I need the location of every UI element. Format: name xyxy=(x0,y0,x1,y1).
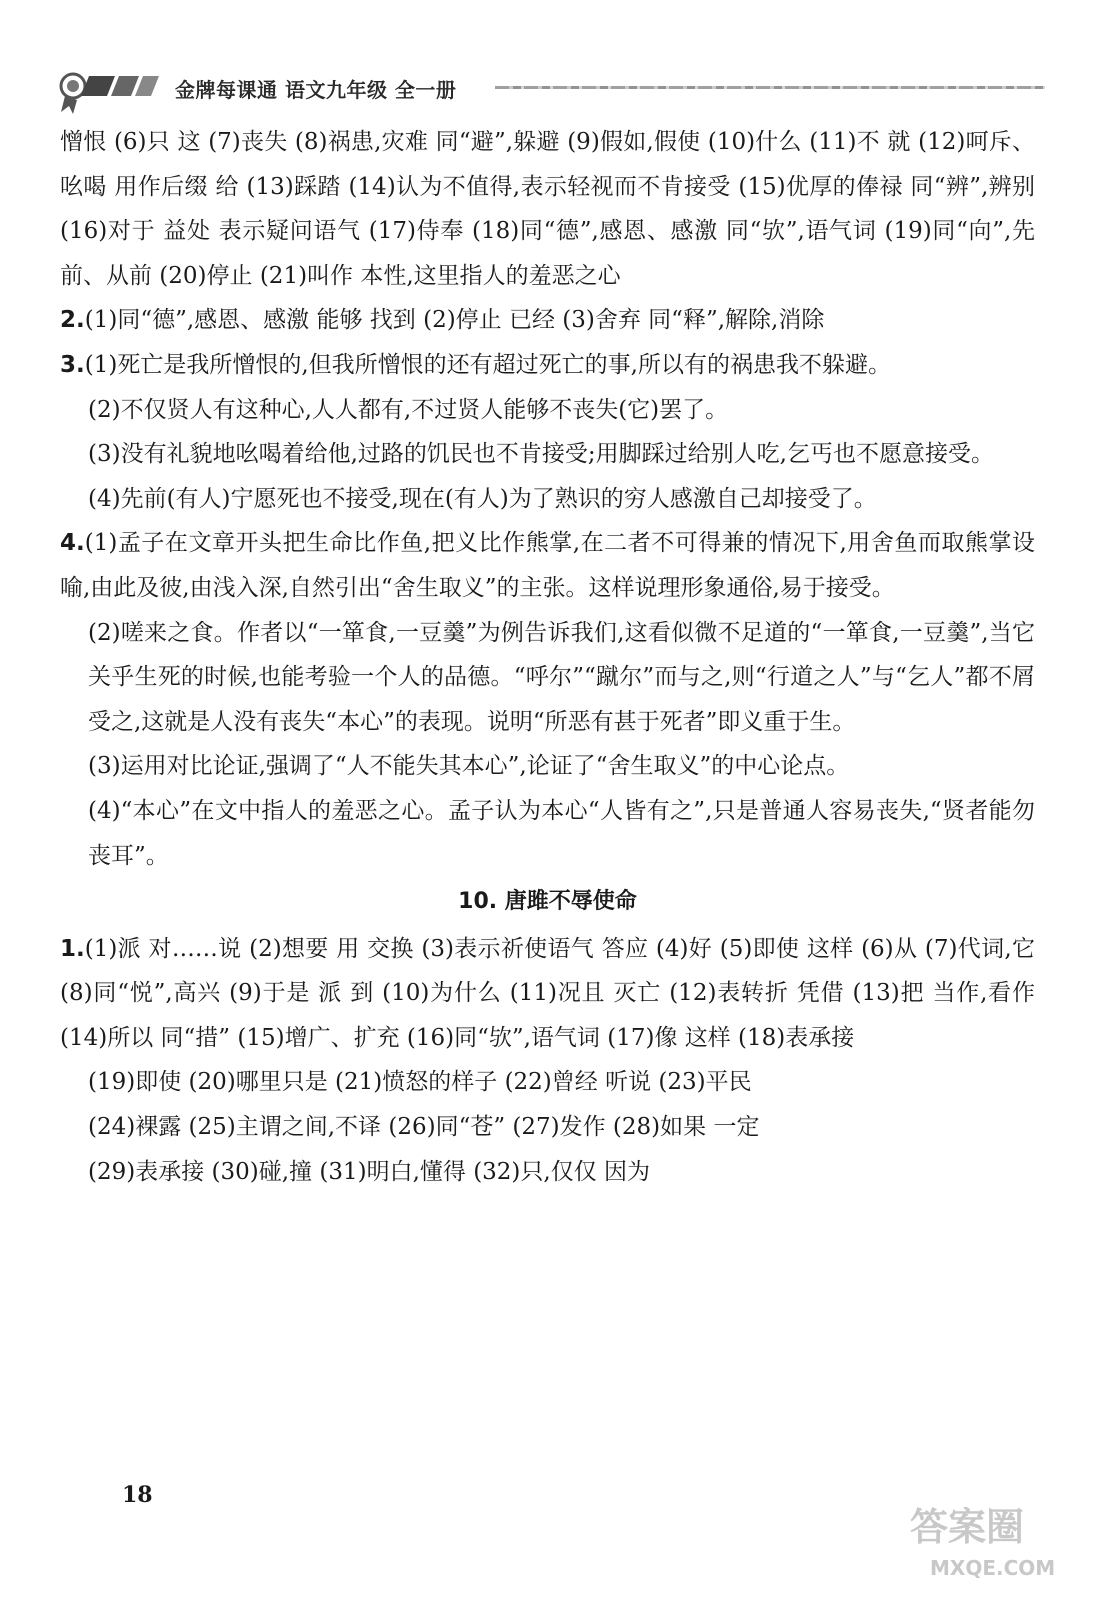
page-header xyxy=(55,66,1045,116)
answer-line: (29)表承接 (30)碰,撞 (31)明白,懂得 (32)只,仅仅 因为 xyxy=(88,1158,651,1185)
answer-line: (3)运用对比论证,强调了“人不能失其本心”,论证了“舍生取义”的中心论点。 xyxy=(88,753,850,780)
header-rule xyxy=(495,86,1045,89)
svg-text:MXQE.COM: MXQE.COM xyxy=(930,1556,1056,1580)
answer-line: 4.(1)孟子在文章开头把生命比作鱼,把义比作熊掌,在二者不可得兼的情况下,用舍鱼而取熊掌设喻,由此及彼,由浅入深,自然引出“舍生取义”的主张。这样说理形象通俗,易于接受。 xyxy=(60,530,1035,601)
answer-content xyxy=(60,120,1035,1194)
answer-line: (2)嗟来之食。作者以“一箪食,一豆羹”为例告诉我们,这看似微不足道的“一箪食,一豆羹”,当它关乎生死的时候,也能考验一个人的品德。“呼尔”“蹴尔”而与之,则“行道之人”与“乞人”都不屑受之,这就是人没有丧失“本心”的表现。说明“所恶有甚于死者”即义重于生。 xyxy=(88,619,1035,735)
answer-line: (3)没有礼貌地吆喝着给他,过路的饥民也不肯接受;用脚踩过给别人吃,乞丐也不愿意接受。 xyxy=(88,441,994,468)
answer-line: 憎恨 (6)只 这 (7)丧失 (8)祸患,灾难 同“避”,躲避 (9)假如,假使 (10)什么 (11)不 就 (12)呵斥、吆喝 用作后缀 给 (13)踩踏 (14)认为不值得,表示轻视而不肯接受 (15)优厚的俸禄 同“辨”,辨别 (16)对于 益处 表示疑问语气 (17)侍奉 (18)同“德”,感恩、感激 同“欤”,语气词 (19)同“向”,先前、从前 (20)停止 (21)叫作 本性,这里指人的羞恶之心 xyxy=(60,129,1035,289)
answer-line: (4)“本心”在文中指人的羞恶之心。孟子认为本心“人皆有之”,只是普通人容易丧失,“贤者能勿丧耳”。 xyxy=(88,797,1035,869)
answer-line: (2)不仅贤人有这种心,人人都有,不过贤人能够不丧失(它)罢了。 xyxy=(88,396,729,423)
answer-line: (24)裸露 (25)主谓之间,不译 (26)同“苍” (27)发作 (28)如果 一定 xyxy=(88,1114,760,1141)
book-title: 金牌每课通 语文九年级 全一册 xyxy=(175,78,457,102)
page-number: 18 xyxy=(122,1482,153,1508)
watermark-logo xyxy=(900,1495,1075,1585)
answer-line: 1.(1)派 对……说 (2)想要 用 交换 (3)表示祈使语气 答应 (4)好 (5)即使 这样 (6)从 (7)代词,它 (8)同“悦”,高兴 (9)于是 派 到 (10)为什么 (11)况且 灭亡 (12)表转折 凭借 (13)把 当作,看作 (14)所以 同“措” (15)增广、扩充 (16)同“欤”,语气词 (17)像 这样 (18)表承接 xyxy=(60,935,1035,1051)
answer-line: (4)先前(有人)宁愿死也不接受,现在(有人)为了熟识的穷人感激自己却接受了。 xyxy=(88,485,877,512)
answer-line: 2.(1)同“德”,感恩、感激 能够 找到 (2)停止 已经 (3)舍弃 同“释”,解除,消除 xyxy=(60,307,825,334)
svg-text:答案圈: 答案圈 xyxy=(910,1505,1025,1549)
medal-ribbon-logo xyxy=(55,66,170,116)
section-title: 10. 唐雎不辱使命 xyxy=(458,889,637,915)
answer-line: 3.(1)死亡是我所憎恨的,但我所憎恨的还有超过死亡的事,所以有的祸患我不躲避。 xyxy=(60,351,891,378)
answer-line: (19)即使 (20)哪里只是 (21)愤怒的样子 (22)曾经 听说 (23)平民 xyxy=(88,1069,752,1096)
